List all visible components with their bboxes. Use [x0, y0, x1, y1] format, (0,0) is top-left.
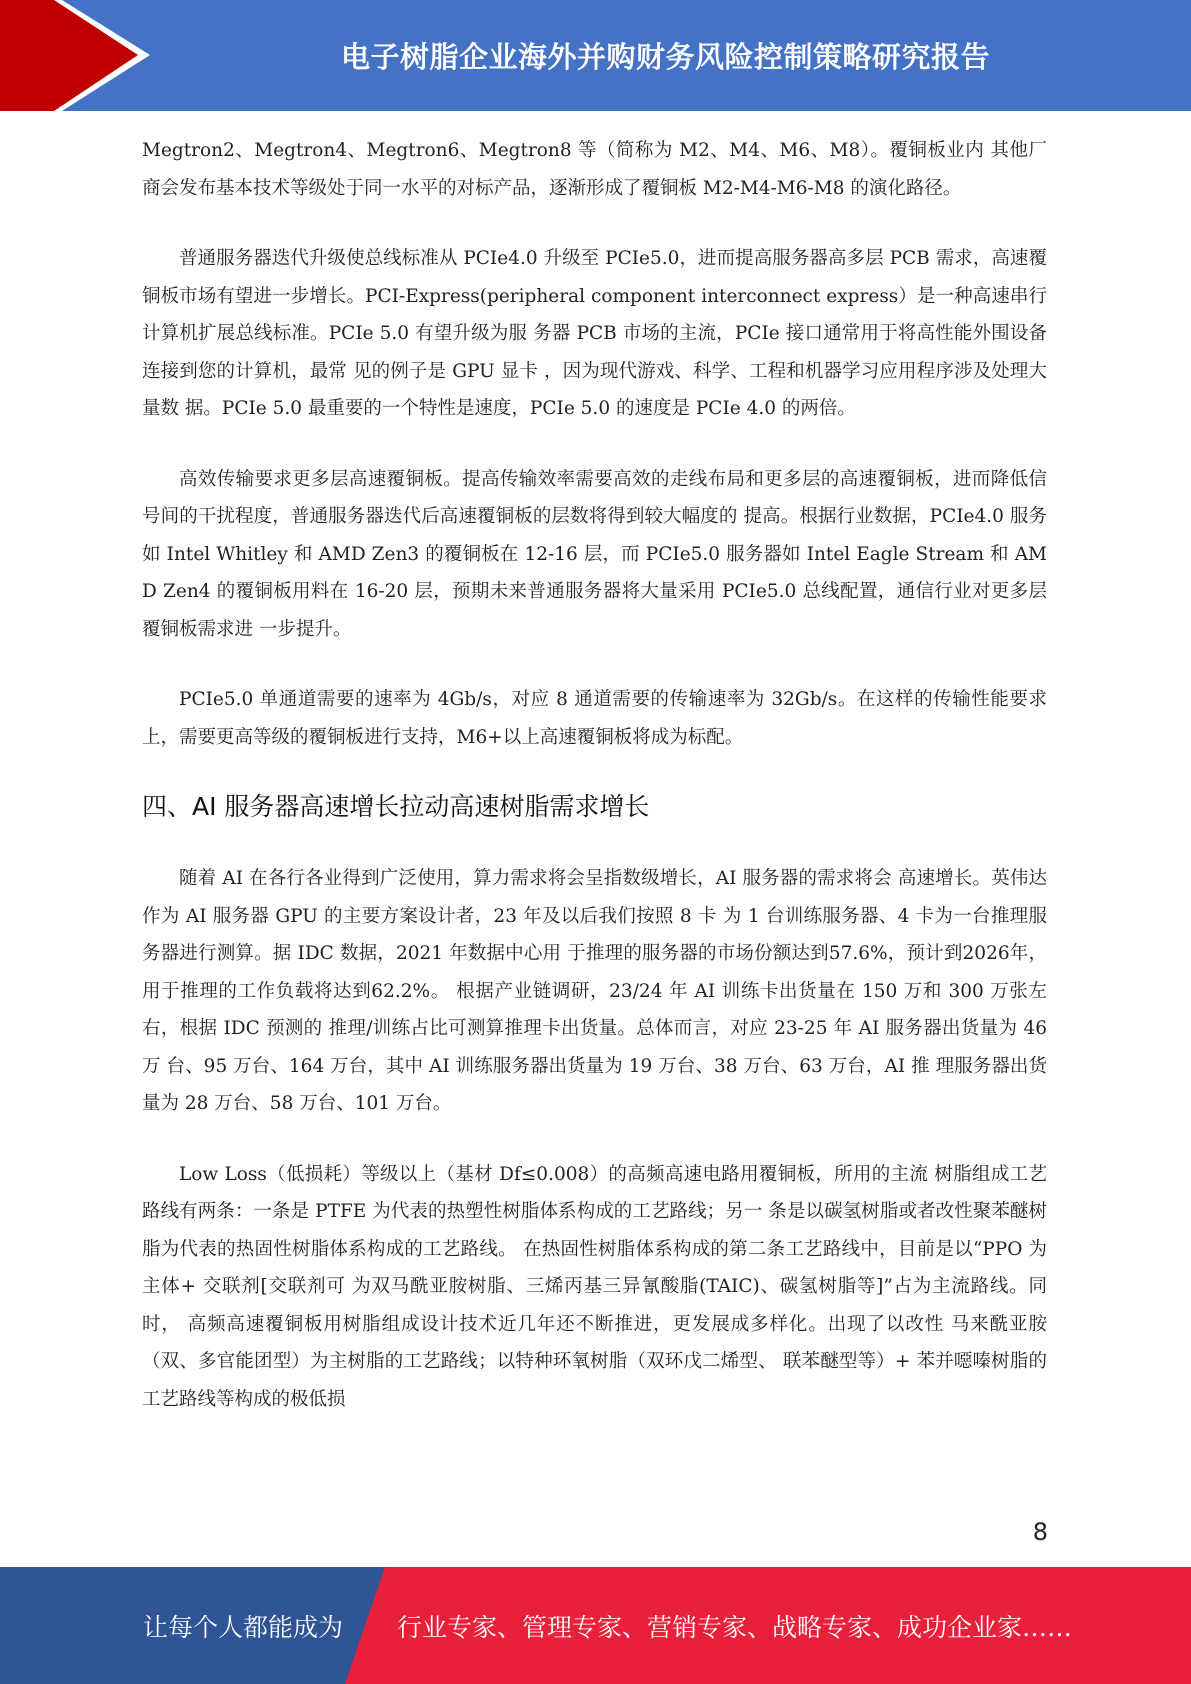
page-number: 8	[1032, 1518, 1048, 1546]
section-heading: 四、AI 服务器高速增长拉动高速树脂需求增长	[142, 792, 650, 821]
paragraph: 普通服务器迭代升级使总线标准从 PCIe4.0 升级至 PCIe5.0，进而提高服务器高多层 PCB 需求，高速覆铜板市场有望进一步增长。PCI-Express(peripheral component interconnect express）是一种高速串行计算机扩展总线标准。PCIe 5.0 有望升级为服 务器 PCB 市场的主流，PCIe 接口通常用于将高性能外围设备连接到您的计算机，最常 见的例子是 GPU 显卡 ，因为现代游戏、科学、工程和机器学习应用程序涉及处理大量数 据。PCIe 5.0 最重要的一个特性是速度，PCIe 5.0 的速度是 PCIe 4.0 的两倍。	[142, 248, 1047, 419]
paragraph: 随着 AI 在各行各业得到广泛使用，算力需求将会呈指数级增长，AI 服务器的需求将会 高速增长。英伟达作为 AI 服务器 GPU 的主要方案设计者，23 年及以后我们按照 8 卡 为 1 台训练服务器、4 卡为一台推理服务器进行测算。据 IDC 数据，2021 年数据中心用 于推理的服务器的市场份额达到57.6%，预计到2026年，用于推理的工作负载将达到62.2%。 根据产业链调研，23/24 年 AI 训练卡出货量在 150 万和 300 万张左右，根据 IDC 预测的 推理/训练占比可测算推理卡出货量。总体而言，对应 23-25 年 AI 服务器出货量为 46 万 台、95 万台、164 万台，其中 AI 训练服务器出货量为 19 万台、38 万台、63 万台，AI 推 理服务器出货量为 28 万台、58 万台、101 万台。	[142, 868, 1047, 1114]
page-footer	[0, 1567, 1191, 1684]
paragraph: Megtron2、Megtron4、Megtron6、Megtron8 等（简称为 M2、M4、M6、M8）。覆铜板业内 其他厂商会发布基本技术等级处于同一水平的对标产品，逐渐形成了覆铜板 M2-M4-M6-M8 的演化路径。	[142, 140, 1047, 199]
page-header	[0, 0, 1191, 111]
paragraph: PCIe5.0 单通道需要的速率为 4Gb/s，对应 8 通道需要的传输速率为 32Gb/s。在这样的传输性能要求上，需要更高等级的覆铜板进行支持，M6+以上高速覆铜板将成为标配。	[142, 689, 1047, 748]
footer-slogan-left: 让每个人都能成为	[143, 1612, 344, 1642]
page-content	[142, 132, 1047, 1451]
header-chevron-icon	[0, 0, 160, 111]
footer-slogan-right: 行业专家、管理专家、营销专家、战略专家、成功企业家……	[397, 1612, 1073, 1642]
paragraph: Low Loss（低损耗）等级以上（基材 Df≤0.008）的高频高速电路用覆铜板，所用的主流 树脂组成工艺路线有两条：一条是 PTFE 为代表的热塑性树脂体系构成的工艺路线；另一 条是以碳氢树脂或者改性聚苯醚树脂为代表的热固性树脂体系构成的工艺路线。 在热固性树脂体系构成的第二条工艺路线中，目前是以“PPO 为主体+ 交联剂[交联剂可 为双马酰亚胺树脂、三烯丙基三异氰酸脂(TAIC)、碳氢树脂等]”占为主流路线。同时， 高频高速覆铜板用树脂组成设计技术近几年还不断推进，更发展成多样化。出现了以改性 马来酰亚胺（双、多官能团型）为主树脂的工艺路线；以特种环氧树脂（双环戊二烯型、 联苯醚型等）+ 苯并噁嗪树脂的工艺路线等构成的极低损	[142, 1163, 1047, 1410]
paragraph: 高效传输要求更多层高速覆铜板。提高传输效率需要高效的走线布局和更多层的高速覆铜板，进而降低信号间的干扰程度，普通服务器迭代后高速覆铜板的层数将得到较大幅度的 提高。根据行业数据，PCIe4.0 服务如 Intel Whitley 和 AMD Zen3 的覆铜板在 12-16 层，而 PCIe5.0 服务器如 Intel Eagle Stream 和 AMD Zen4 的覆铜板用料在 16-20 层，预期未来普通服务器将大量采用 PCIe5.0 总线配置，通信行业对更多层覆铜板需求进 一步提升。	[142, 468, 1047, 640]
header-title: 电子树脂企业海外并购财务风险控制策略研究报告	[340, 40, 990, 74]
